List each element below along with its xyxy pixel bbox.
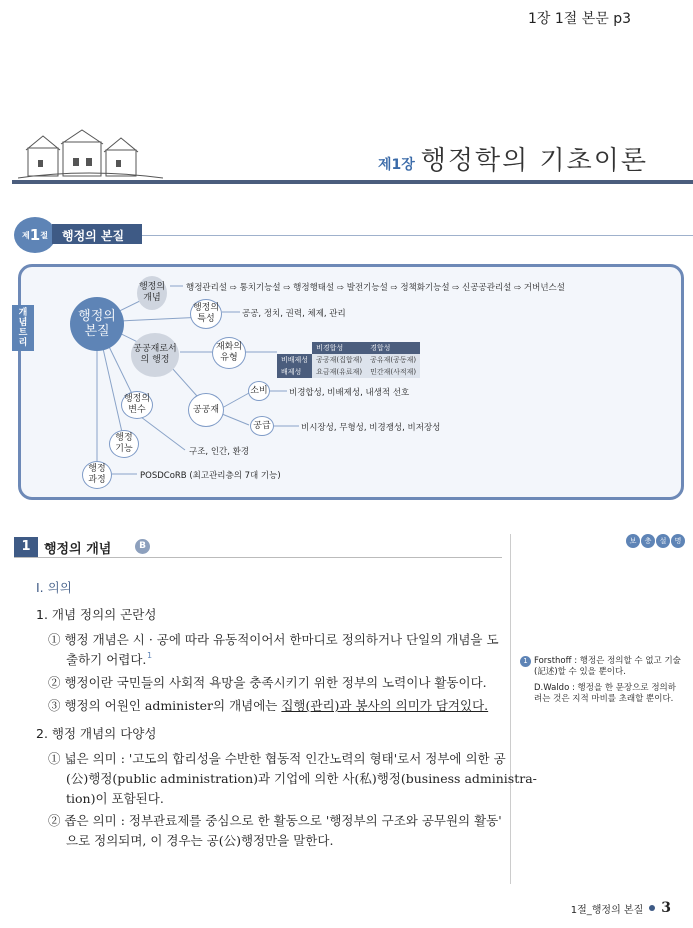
footer-dot	[649, 905, 655, 911]
subsection-rule	[14, 557, 502, 558]
section-title: 행정의 본질	[52, 224, 142, 244]
section-badge-suffix: 절	[40, 230, 48, 240]
heading-concept-diversity: 2. 행정 개념의 다양성	[36, 726, 157, 741]
concept-node-variables: 행정의 변수	[121, 391, 153, 419]
concept-tab-char: 개	[18, 308, 28, 318]
page-number: 3	[661, 900, 671, 916]
supplement-tag-char: 명	[671, 534, 685, 548]
table-cell: 요금재(유료재)	[312, 366, 366, 378]
page-footer	[571, 900, 671, 916]
goods-type-table	[277, 342, 420, 378]
concept-node-public: 공공재	[188, 393, 224, 427]
chapter-name: 행정학의 기초이론	[420, 146, 648, 176]
paragraph-1-line1: ① 행정 개념은 시 · 공에 따라 유동적이어서 한마디로 정의하거나 단일의 개념을 도	[48, 632, 499, 647]
concept-node-goods-type: 재화의 유형	[212, 337, 246, 369]
difficulty-badge: B	[135, 539, 150, 554]
concept-line-supply: 비시장성, 무형성, 비경쟁성, 비저장성	[301, 423, 441, 433]
paragraph-4-line3: tion)이 포함된다.	[66, 791, 164, 806]
concept-node-supply: 공급	[250, 416, 274, 436]
heading-meaning: Ⅰ. 의의	[36, 580, 72, 595]
table-cell: 공공재(집합재)	[312, 354, 366, 366]
paragraph-3	[48, 696, 488, 716]
concept-root-node: 행정의 본질	[70, 297, 124, 351]
table-row	[277, 354, 420, 366]
page-header-label: 1장 1절 본문 p3	[527, 11, 631, 27]
concept-node-process: 행정 과정	[82, 461, 112, 489]
paragraph-2: ② 행정이란 국민들의 사회적 욕망을 충족시키기 위한 정부의 노력이나 활동이다.	[48, 675, 487, 690]
table-row-label: 배제성	[277, 366, 312, 378]
concept-line-process: POSDCoRB (최고관리층의 7대 기능)	[140, 471, 281, 481]
concept-tab-char: 념	[18, 318, 28, 328]
concept-tab-char: 트	[18, 328, 28, 338]
paragraph-5-line1: ② 좁은 의미 : 정부관료제를 중심으로 한 활동으로 '행정부의 구조와 공무원의 활동'	[48, 813, 502, 828]
supplement-tag-char: 설	[656, 534, 670, 548]
heading-definition-difficulty: 1. 개념 정의의 곤란성	[36, 607, 157, 622]
table-cell: 공유재(공동재)	[366, 354, 420, 366]
table-header: 경합성	[366, 342, 420, 354]
concept-line-features: 공공, 정치, 권력, 체제, 관리	[242, 309, 346, 319]
paragraph-4-line1: ① 넓은 의미 : '고도의 합리성을 수반한 협동적 인간노력의 형태'로서 정부에 의한 공	[48, 751, 506, 766]
footnote-marker: 1	[147, 651, 153, 660]
footer-section: 1절_행정의 본질	[570, 904, 644, 916]
concept-node-feature: 행정의 특성	[190, 299, 222, 329]
concept-line-definitions: 행정관리설 ⇨ 통치기능설 ⇨ 행정행태설 ⇨ 발전기능설 ⇨ 정책화기능설 ⇨ 신공공관리설 ⇨ 거버넌스설	[186, 283, 565, 293]
paragraph-4-line2: (公)행정(public administration)과 기업에 의한 사(私)행정(business administra-	[66, 771, 537, 786]
paragraph-3-text: ③ 행정의 어원인 administer의 개념에는	[48, 698, 282, 713]
table-row	[277, 366, 420, 378]
note-forsthoff: Forsthoff : 행정은 정의할 수 없고 기술(記述)할 수 있을 뿐이다.	[534, 656, 681, 677]
table-header: 비경합성	[312, 342, 366, 354]
subsection-title: 행정의 개념	[44, 542, 112, 557]
supplement-tag-char: 보	[626, 534, 640, 548]
table-row-label: 비배제성	[277, 354, 312, 366]
supplement-tag	[626, 534, 685, 548]
concept-node-definition: 행정의 개념	[137, 276, 167, 310]
paragraph-1-line2: 출하기 어렵다.	[66, 652, 147, 667]
subsection-number: 1	[14, 537, 38, 557]
concept-tab-char: 리	[18, 338, 28, 348]
concept-node-function: 행정 기능	[109, 430, 139, 458]
concept-node-public-goods: 공공재로서의 행정	[131, 333, 179, 377]
section-badge-prefix: 제	[22, 230, 30, 240]
paragraph-3-underlined: 집행(관리)과 봉사의 의미가 담겨있다.	[281, 698, 489, 713]
note-number: 1	[520, 656, 531, 667]
concept-node-consume: 소비	[248, 381, 270, 401]
paragraph-5-line2: 으로 정의되며, 이 경우는 공(公)행정만을 말한다.	[66, 833, 334, 848]
chapter-number: 제1장	[378, 157, 415, 173]
section-badge-number: 1	[29, 226, 41, 244]
supplement-tag-char: 충	[641, 534, 655, 548]
concept-line-variables: 구조, 인간, 환경	[189, 447, 250, 457]
concept-line-consume: 비경합성, 비배제성, 내생적 선호	[289, 388, 410, 398]
note-waldo: D.Waldo : 행정을 한 문장으로 정의하려는 것은 지적 마비를 초래할 뿐이다.	[534, 683, 676, 704]
table-corner	[277, 342, 312, 354]
table-cell: 민간재(사적재)	[366, 366, 420, 378]
sidebar-divider	[510, 534, 511, 884]
